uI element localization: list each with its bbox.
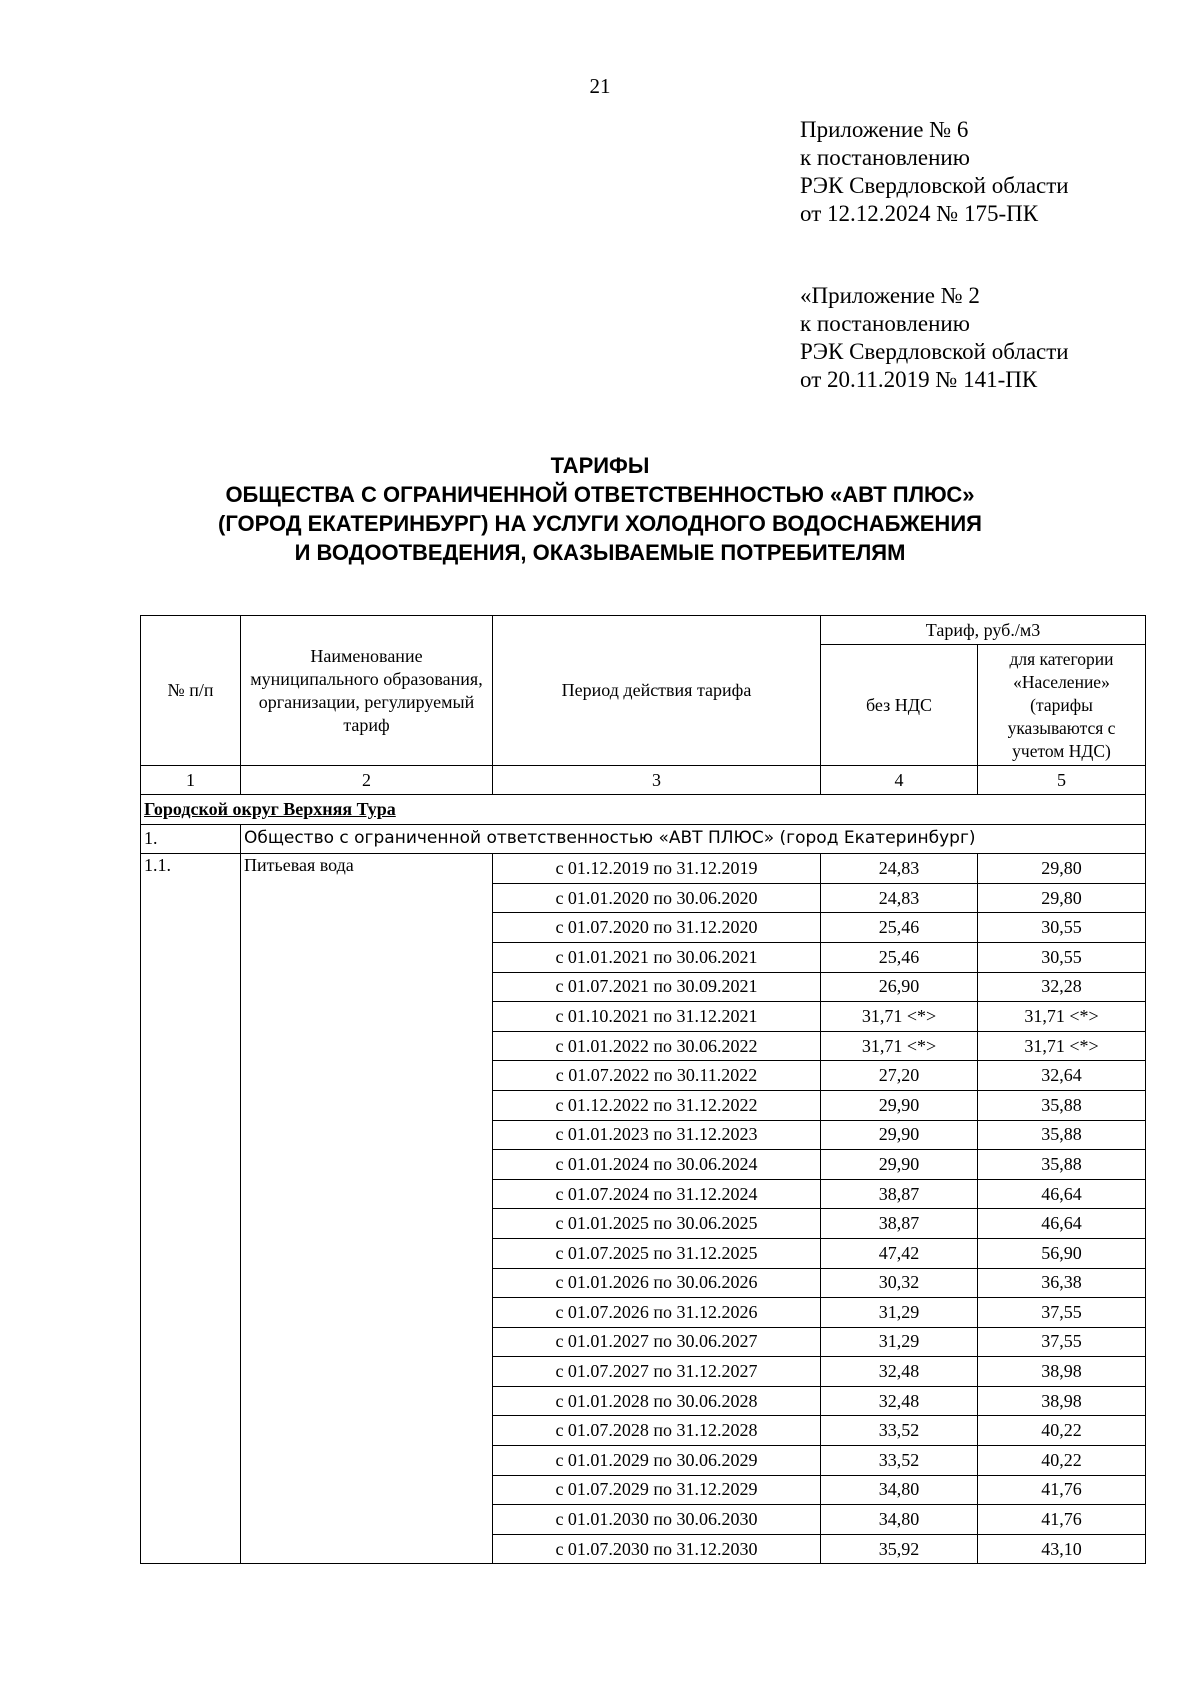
period-cell: с 01.01.2021 по 30.06.2021 bbox=[493, 942, 821, 972]
column-numbers-row bbox=[141, 766, 1146, 795]
period-cell: с 01.07.2025 по 31.12.2025 bbox=[493, 1238, 821, 1268]
tariff-no-vat-cell: 35,92 bbox=[821, 1534, 978, 1564]
tariff-population-cell: 29,80 bbox=[978, 883, 1146, 913]
tariff-population-cell: 30,55 bbox=[978, 942, 1146, 972]
tariff-population-cell: 37,55 bbox=[978, 1327, 1146, 1357]
appendix-2-line: к постановлению bbox=[800, 311, 970, 336]
tariff-population-cell: 32,28 bbox=[978, 972, 1146, 1002]
tariff-population-cell: 46,64 bbox=[978, 1209, 1146, 1239]
tariff-no-vat-cell: 29,90 bbox=[821, 1090, 978, 1120]
item-name: Питьевая вода bbox=[241, 854, 493, 1564]
tariff-no-vat-cell: 34,80 bbox=[821, 1505, 978, 1535]
period-cell: с 01.01.2023 по 31.12.2023 bbox=[493, 1120, 821, 1150]
appendix-2-header bbox=[800, 282, 1069, 394]
header-no-vat: без НДС bbox=[821, 645, 978, 766]
period-cell: с 01.01.2022 по 30.06.2022 bbox=[493, 1031, 821, 1061]
table-header bbox=[141, 616, 1146, 766]
tariff-no-vat-cell: 31,71 <*> bbox=[821, 1031, 978, 1061]
period-cell: с 01.01.2029 по 30.06.2029 bbox=[493, 1446, 821, 1476]
title-line: ТАРИФЫ bbox=[550, 453, 650, 478]
tariff-population-cell: 35,88 bbox=[978, 1120, 1146, 1150]
header-num: № п/п bbox=[141, 616, 241, 766]
column-number: 2 bbox=[241, 766, 493, 795]
tariff-no-vat-cell: 26,90 bbox=[821, 972, 978, 1002]
appendix-2-line: от 20.11.2019 № 141-ПК bbox=[800, 367, 1038, 392]
tariff-population-cell: 30,55 bbox=[978, 913, 1146, 943]
appendix-6-line: к постановлению bbox=[800, 145, 970, 170]
tariff-no-vat-cell: 33,52 bbox=[821, 1446, 978, 1476]
column-number: 4 bbox=[821, 766, 978, 795]
period-cell: с 01.01.2024 по 30.06.2024 bbox=[493, 1150, 821, 1180]
tariff-no-vat-cell: 31,29 bbox=[821, 1298, 978, 1328]
period-cell: с 01.07.2021 по 30.09.2021 bbox=[493, 972, 821, 1002]
tariff-no-vat-cell: 38,87 bbox=[821, 1209, 978, 1239]
period-cell: с 01.10.2021 по 31.12.2021 bbox=[493, 1002, 821, 1032]
tariff-no-vat-cell: 29,90 bbox=[821, 1150, 978, 1180]
column-number: 3 bbox=[493, 766, 821, 795]
tariff-no-vat-cell: 29,90 bbox=[821, 1120, 978, 1150]
tariff-no-vat-cell: 34,80 bbox=[821, 1475, 978, 1505]
column-number: 5 bbox=[978, 766, 1146, 795]
period-cell: с 01.01.2028 по 30.06.2028 bbox=[493, 1386, 821, 1416]
item-number: 1.1. bbox=[141, 854, 241, 1564]
period-cell: с 01.07.2029 по 31.12.2029 bbox=[493, 1475, 821, 1505]
tariff-no-vat-cell: 25,46 bbox=[821, 942, 978, 972]
tariff-population-cell: 35,88 bbox=[978, 1090, 1146, 1120]
tariff-population-cell: 40,22 bbox=[978, 1416, 1146, 1446]
title-line: (ГОРОД ЕКАТЕРИНБУРГ) НА УСЛУГИ ХОЛОДНОГО ВОДОСНАБЖЕНИЯ bbox=[218, 511, 982, 536]
period-cell: с 01.07.2028 по 31.12.2028 bbox=[493, 1416, 821, 1446]
header-period: Период действия тарифа bbox=[493, 616, 821, 766]
header-population: для категории «Население» (тарифы указываются с учетом НДС) bbox=[978, 645, 1146, 766]
org-name: Общество с ограниченной ответственностью «АВТ ПЛЮС» (город Екатеринбург) bbox=[241, 824, 1146, 854]
period-cell: с 01.07.2024 по 31.12.2024 bbox=[493, 1179, 821, 1209]
tariff-population-cell: 31,71 <*> bbox=[978, 1002, 1146, 1032]
tariff-no-vat-cell: 47,42 bbox=[821, 1238, 978, 1268]
tariff-population-cell: 38,98 bbox=[978, 1386, 1146, 1416]
tariff-no-vat-cell: 38,87 bbox=[821, 1179, 978, 1209]
tariff-population-cell: 36,38 bbox=[978, 1268, 1146, 1298]
period-cell: с 01.01.2027 по 30.06.2027 bbox=[493, 1327, 821, 1357]
organization-row bbox=[141, 824, 1146, 854]
appendix-2-line: РЭК Свердловской области bbox=[800, 339, 1069, 364]
tariff-no-vat-cell: 27,20 bbox=[821, 1061, 978, 1091]
header-name: Наименование муниципального образования, организации, регулируемый тариф bbox=[241, 616, 493, 766]
appendix-6-line: от 12.12.2024 № 175-ПК bbox=[800, 201, 1039, 226]
tariff-population-cell: 29,80 bbox=[978, 854, 1146, 884]
tariff-population-cell: 38,98 bbox=[978, 1357, 1146, 1387]
page-number: 21 bbox=[589, 74, 611, 98]
period-cell: с 01.01.2030 по 30.06.2030 bbox=[493, 1505, 821, 1535]
column-number: 1 bbox=[141, 766, 241, 795]
tariff-table bbox=[140, 615, 1146, 1564]
period-cell: с 01.01.2026 по 30.06.2026 bbox=[493, 1268, 821, 1298]
district-row bbox=[141, 795, 1146, 825]
tariff-no-vat-cell: 33,52 bbox=[821, 1416, 978, 1446]
period-cell: с 01.07.2026 по 31.12.2026 bbox=[493, 1298, 821, 1328]
appendix-6-header bbox=[800, 116, 1069, 228]
document-title bbox=[0, 451, 1200, 567]
tariff-population-cell: 43,10 bbox=[978, 1534, 1146, 1564]
title-line: И ВОДООТВЕДЕНИЯ, ОКАЗЫВАЕМЫЕ ПОТРЕБИТЕЛЯМ bbox=[294, 540, 906, 565]
tariff-population-cell: 41,76 bbox=[978, 1505, 1146, 1535]
tariff-no-vat-cell: 25,46 bbox=[821, 913, 978, 943]
period-cell: с 01.07.2027 по 31.12.2027 bbox=[493, 1357, 821, 1387]
tariff-no-vat-cell: 31,29 bbox=[821, 1327, 978, 1357]
tariff-no-vat-cell: 24,83 bbox=[821, 883, 978, 913]
tariff-no-vat-cell: 32,48 bbox=[821, 1386, 978, 1416]
tariff-no-vat-cell: 32,48 bbox=[821, 1357, 978, 1387]
tariff-population-cell: 31,71 <*> bbox=[978, 1031, 1146, 1061]
tariff-population-cell: 41,76 bbox=[978, 1475, 1146, 1505]
tariff-no-vat-cell: 30,32 bbox=[821, 1268, 978, 1298]
period-cell: с 01.01.2025 по 30.06.2025 bbox=[493, 1209, 821, 1239]
tariff-population-cell: 35,88 bbox=[978, 1150, 1146, 1180]
district-name: Городской округ Верхняя Тура bbox=[144, 798, 396, 819]
appendix-2-line: «Приложение № 2 bbox=[800, 283, 980, 308]
period-cell: с 01.07.2022 по 30.11.2022 bbox=[493, 1061, 821, 1091]
appendix-6-line: РЭК Свердловской области bbox=[800, 173, 1069, 198]
period-cell: с 01.12.2019 по 31.12.2019 bbox=[493, 854, 821, 884]
tariff-population-cell: 46,64 bbox=[978, 1179, 1146, 1209]
appendix-6-line: Приложение № 6 bbox=[800, 117, 969, 142]
tariff-population-cell: 56,90 bbox=[978, 1238, 1146, 1268]
period-cell: с 01.12.2022 по 31.12.2022 bbox=[493, 1090, 821, 1120]
period-cell: с 01.07.2030 по 31.12.2030 bbox=[493, 1534, 821, 1564]
tariff-no-vat-cell: 24,83 bbox=[821, 854, 978, 884]
tariff-population-cell: 32,64 bbox=[978, 1061, 1146, 1091]
table-row bbox=[141, 854, 1146, 884]
header-tariff: Тариф, руб./м3 bbox=[821, 616, 1146, 645]
table-body bbox=[141, 766, 1146, 1564]
title-line: ОБЩЕСТВА С ОГРАНИЧЕННОЙ ОТВЕТСТВЕННОСТЬЮ «АВТ ПЛЮС» bbox=[225, 482, 975, 507]
tariff-population-cell: 37,55 bbox=[978, 1298, 1146, 1328]
period-cell: с 01.07.2020 по 31.12.2020 bbox=[493, 913, 821, 943]
org-number: 1. bbox=[141, 824, 241, 854]
period-cell: с 01.01.2020 по 30.06.2020 bbox=[493, 883, 821, 913]
tariff-no-vat-cell: 31,71 <*> bbox=[821, 1002, 978, 1032]
tariff-population-cell: 40,22 bbox=[978, 1446, 1146, 1476]
